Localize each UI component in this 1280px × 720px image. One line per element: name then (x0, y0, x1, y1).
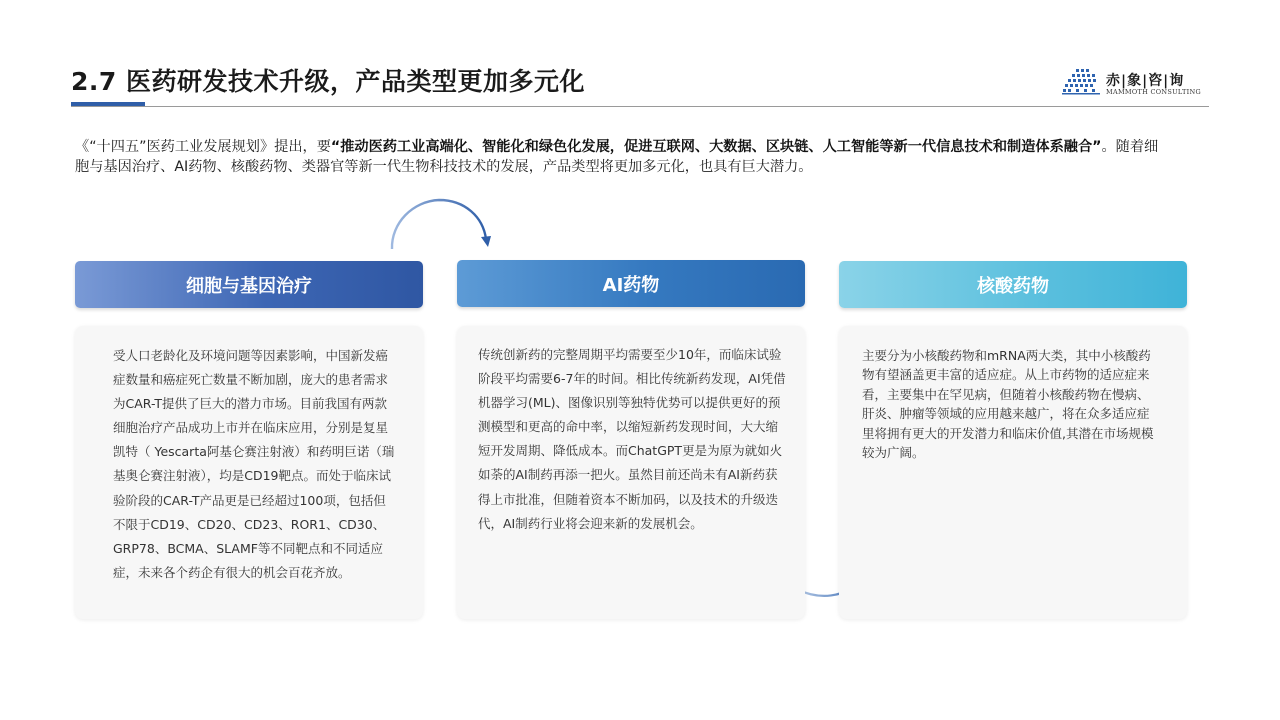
logo-name-en: MAMMOTH CONSULTING (1106, 88, 1201, 96)
card-header-nucleic-acid-drugs: 核酸药物 (839, 261, 1187, 308)
card-header-cell-gene-therapy: 细胞与基因治疗 (75, 261, 423, 308)
intro-text-emphasis: “推动医药工业高端化、智能化和绿色化发展，促进互联网、大数据、区块链、人工智能等新一代信息技术和制造体系融合” (330, 139, 1102, 155)
intro-text-lead: 《“十四五”医药工业发展规划》提出，要 (75, 139, 331, 155)
title-accent-bar (71, 102, 145, 106)
card-header-ai-drugs: AI药物 (457, 260, 805, 307)
mammoth-logo-icon (1062, 68, 1100, 96)
intro-paragraph (75, 137, 1165, 177)
card-cell-gene-therapy (75, 326, 423, 619)
logo-name-cn: 赤|象|咨|询 (1106, 73, 1185, 89)
card-body-text: 受人口老龄化及环境问题等因素影响，中国新发癌症数量和癌症死亡数量不断加剧，庞大的患者需求为CAR-T提供了巨大的潜力市场。目前我国有两款细胞治疗产品成功上市并在临床应用，分别是复星凯特（ Yescarta阿基仑赛注射液）和药明巨诺（瑞基奥仑赛注射液），均是CD19靶点。而处于临床试验阶段的CAR-T产品更是已经超过100项，包括但不限于CD19、CD20、CD23、ROR1、CD30、GRP78、BCMA、SLAMF等不同靶点和不同适应症，未来各个药企有很大的机会百花齐放。 (113, 348, 395, 580)
card-body-text: 主要分为小核酸药物和mRNA两大类，其中小核酸药物有望涵盖更丰富的适应症。从上市药物的适应症来看，主要集中在罕见病，但随着小核酸药物在慢病、肝炎、肿瘤等领域的应用越来越广，将在众多适应症里将拥有更大的开发潜力和临床价值,其潜在市场规模较为广阔。 (862, 348, 1154, 461)
company-logo (1062, 66, 1212, 100)
curved-arrow-top-icon (385, 195, 500, 255)
card-body-text: 传统创新药的完整周期平均需要至少10年，而临床试验阶段平均需要6-7年的时间。相比传统新药发现，AI凭借机器学习(ML)、图像识别等独特优势可以提供更好的预测模型和更高的命中率，以缩短新药发现时间，大大缩短开发周期、降低成本。而ChatGPT更是为原为就如火如荼的AI制药再添一把火。虽然目前还尚未有AI新药获得上市批准，但随着资本不断加码，以及技术的升级迭代，AI制药行业将会迎来新的发展机会。 (478, 347, 786, 531)
page-title: 2.7 医药研发技术升级，产品类型更加多元化 (71, 67, 585, 96)
card-ai-drugs (457, 326, 805, 619)
title-divider (71, 106, 1209, 107)
intro-text-rest: 。随着细胞与基因治疗、AI药物、核酸药物、类器官等新一代生物科技技术的发展，产品类型将更加多元化，也具有巨大潜力。 (75, 139, 1159, 175)
card-nucleic-acid-drugs (839, 326, 1187, 619)
